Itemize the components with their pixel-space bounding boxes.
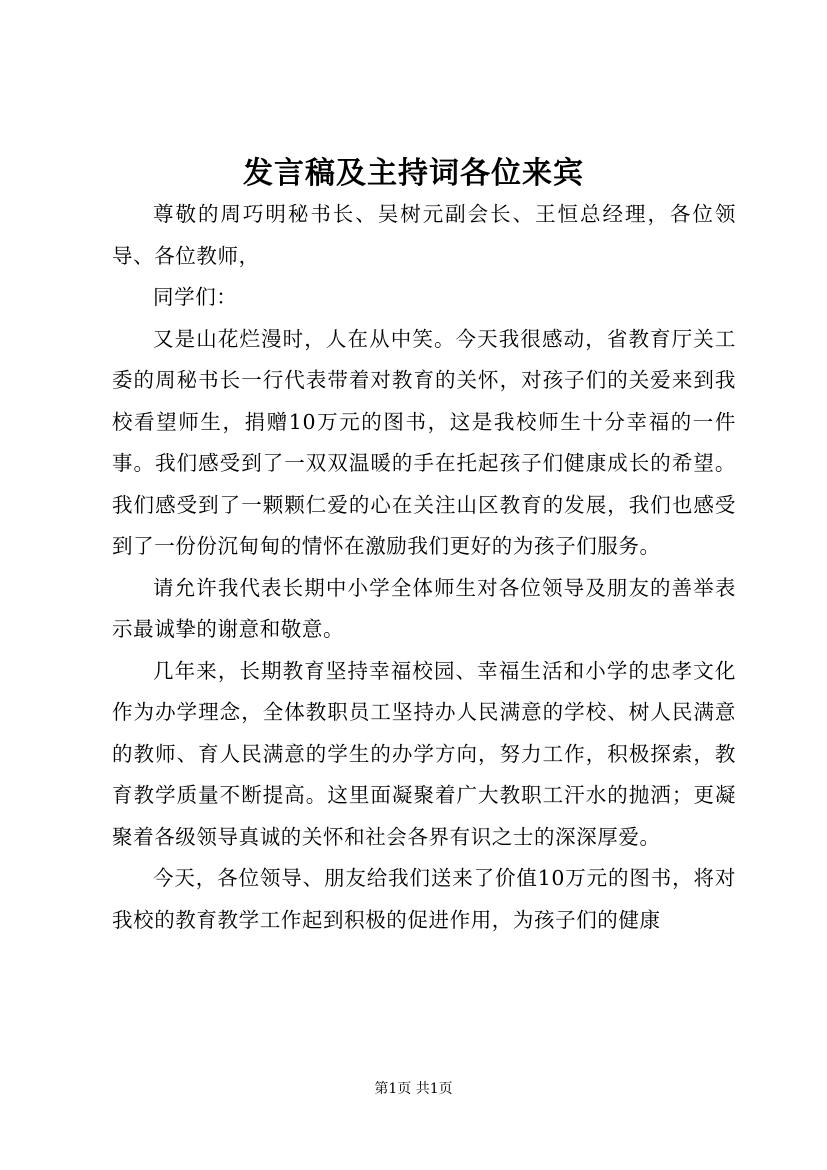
- document-body: [112, 194, 736, 941]
- page-number-label: 第1页 共1页: [374, 1081, 453, 1097]
- paragraph-salutation: 尊敬的周巧明秘书长、吴树元副会长、王恒总经理，各位领导、各位教师，: [112, 202, 736, 268]
- paragraph-donation: 今天，各位领导、朋友给我们送来了价值10万元的图书，将对我校的教育教学工作起到积极的促进作用，为孩子们的健康: [112, 866, 736, 932]
- paragraph-thanks: 请允许我代表长期中小学全体师生对各位领导及朋友的善举表示最诚挚的谢意和敬意。: [112, 575, 736, 641]
- paragraph-opening: 又是山花烂漫时，人在从中笑。今天我很感动，省教育厅关工委的周秘书长一行代表带着对教育的关怀，对孩子们的关爱来到我校看望师生，捐赠10万元的图书，这是我校师生十分幸福的一件事。我们感受到了一双双温暖的手在托起孩子们健康成长的希望。我们感受到了一颗颗仁爱的心在关注山区教育的发展，我们也感受到了一份份沉甸甸的情怀在激励我们更好的为孩子们服务。: [112, 326, 736, 558]
- page-footer: [0, 1078, 827, 1098]
- paragraph-school-history: 几年来，长期教育坚持幸福校园、幸福生活和小学的忠孝文化作为办学理念，全体教职员工坚持办人民满意的学校、树人民满意的教师、育人民满意的学生的办学方向，努力工作，积极探索，教育教学质量不断提高。这里面凝聚着广大教职工汗水的抛洒；更凝聚着各级领导真诚的关怀和社会各界有识之士的深深厚爱。: [112, 658, 736, 849]
- paragraph-students: 同学们：: [153, 285, 238, 309]
- document-title: 发言稿及主持词各位来宾: [243, 156, 584, 191]
